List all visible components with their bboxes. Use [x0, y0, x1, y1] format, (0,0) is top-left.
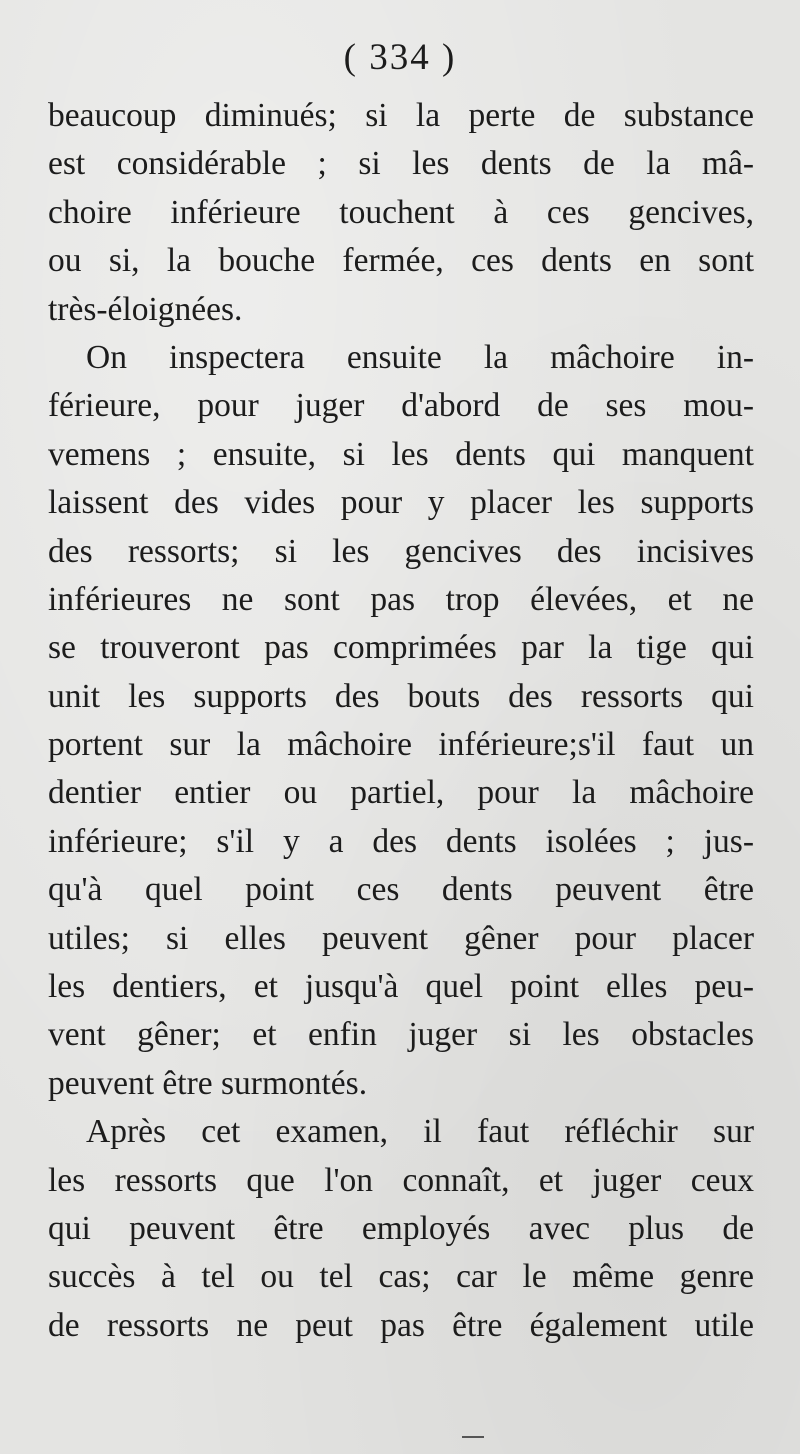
text-line: des ressorts; si les gencives des incisives: [48, 532, 754, 570]
text-line: inférieures ne sont pas trop élevées, et ne: [48, 580, 754, 618]
text-line: est considérable ; si les dents de la mâ-: [48, 145, 754, 183]
text-line: On inspectera ensuite la mâchoire in-: [86, 338, 754, 376]
text-line: beaucoup diminués; si la perte de substance: [48, 97, 754, 134]
text-line: dentier entier ou partiel, pour la mâchoire: [48, 774, 754, 812]
text-line: utiles; si elles peuvent gêner pour placer: [48, 919, 754, 957]
text-line: qui peuvent être employés avec plus de: [48, 1209, 754, 1247]
text-line: succès à tel ou tel cas; car le même genre: [48, 1258, 754, 1296]
paragraph: [48, 1108, 754, 1350]
text-line: ou si, la bouche fermée, ces dents en sont: [48, 242, 754, 280]
text-line: très-éloignées.: [48, 290, 243, 328]
text-line: inférieure; s'il y a des dents isolées ; jus-: [48, 822, 754, 860]
text-line: vent gêner; et enfin juger si les obstacles: [48, 1016, 754, 1054]
text-line: vemens ; ensuite, si les dents qui manquent: [48, 435, 754, 473]
text-line: férieure, pour juger d'abord de ses mou-: [48, 387, 754, 425]
paragraph: [48, 92, 754, 334]
text-line: se trouveront pas comprimées par la tige qui: [48, 629, 754, 667]
text-line: les dentiers, et jusqu'à quel point elles peu-: [48, 968, 754, 1006]
text-line: de ressorts ne peut pas être également utile: [48, 1306, 754, 1344]
text-line: portent sur la mâchoire inférieure;s'il faut un: [48, 726, 754, 764]
text-line: unit les supports des bouts des ressorts qui: [48, 677, 754, 715]
paragraph: [48, 334, 754, 1108]
text-line: les ressorts que l'on connaît, et juger ceux: [48, 1161, 754, 1199]
print-mark: [462, 1436, 484, 1438]
text-line: peuvent être surmontés.: [48, 1064, 368, 1102]
text-line: qu'à quel point ces dents peuvent être: [48, 871, 754, 909]
text-line: choire inférieure touchent à ces gencives,: [48, 193, 754, 231]
text-line: laissent des vides pour y placer les supports: [48, 484, 754, 522]
text-line: Après cet examen, il faut réfléchir sur: [86, 1113, 754, 1151]
page-number: ( 334 ): [343, 37, 457, 78]
body-text: [48, 92, 754, 1350]
